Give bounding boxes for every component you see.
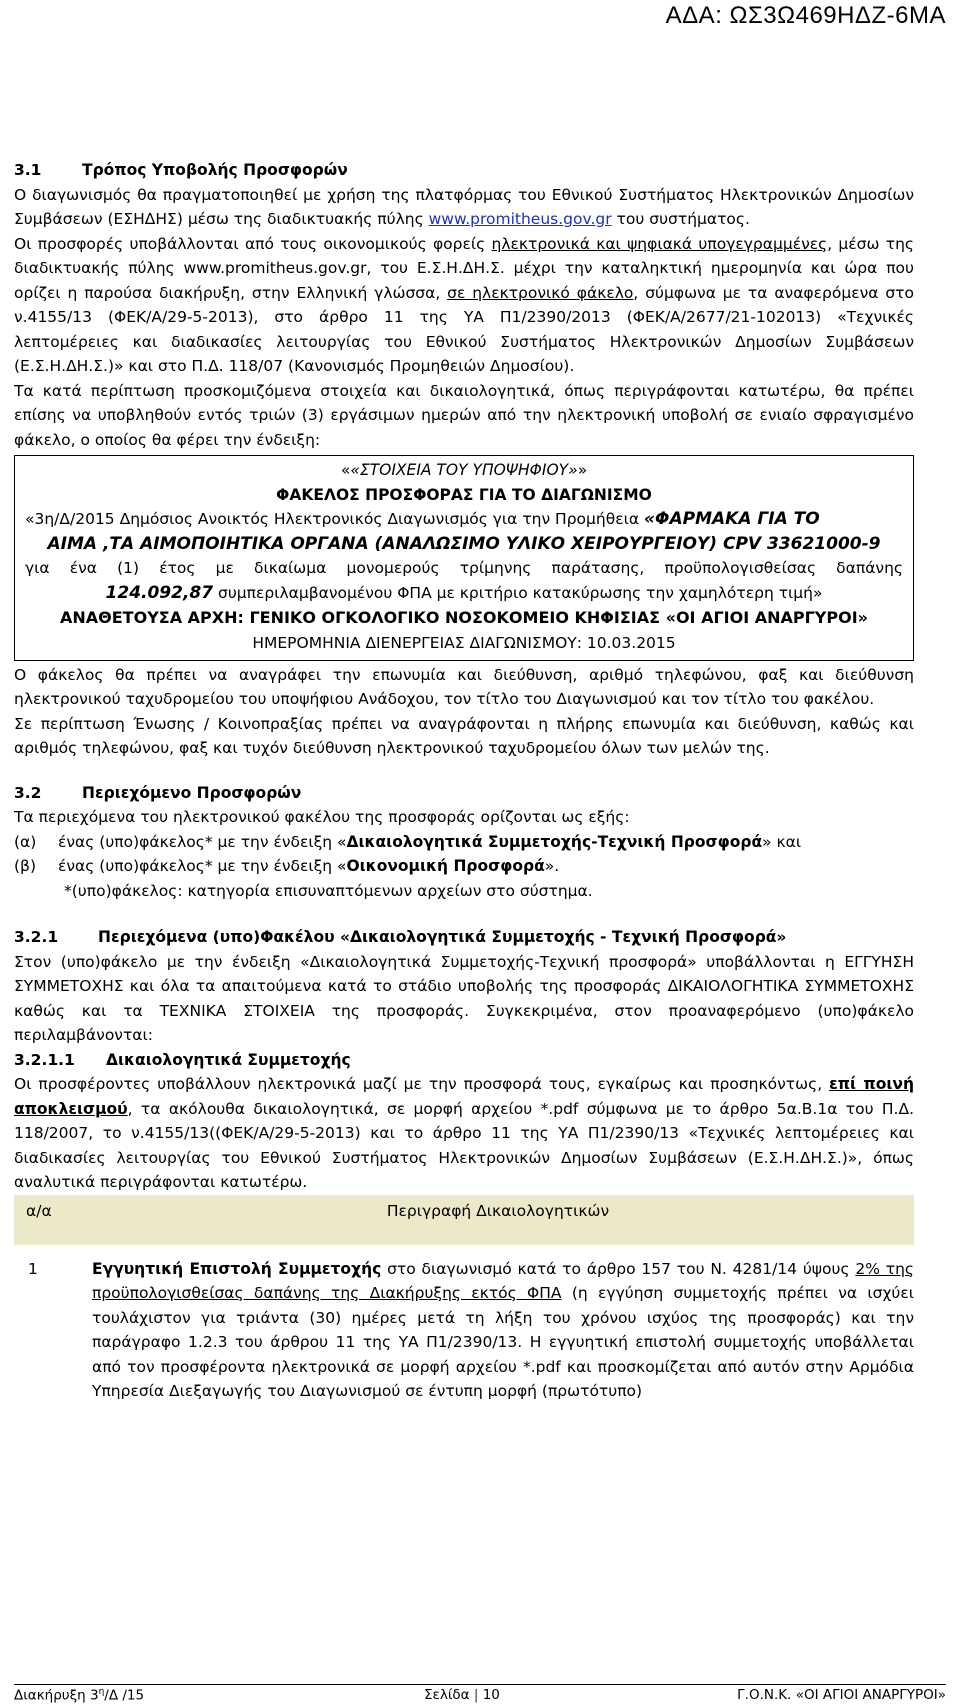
spacer xyxy=(14,903,914,925)
page-footer xyxy=(14,1684,946,1705)
contracting-authority: ΑΝΑΘΕΤΟΥΣΑ ΑΡΧΗ: ΓΕΝΙΚΟ ΟΓΚΟΛΟΓΙΚΟ ΝΟΣΟΚΟΜΕΙΟ ΚΗΦΙΣΙΑΣ «ΟΙ ΑΓΙΟΙ ΑΝΑΡΓΥΡΟΙ» xyxy=(59,608,869,627)
candidate-details: «ΣΤΟΙΧΕΙΑ ΤΟΥ ΥΠΟΨΗΦΙΟΥ» xyxy=(350,461,578,479)
section-number: 3.2.1 xyxy=(14,928,59,946)
text: του συστήματος. xyxy=(611,210,750,228)
paragraph: Τα κατά περίπτωση προσκομιζόμενα στοιχεία και δικαιολογητικά, όπως περιγράφονται κατωτέρω, θα πρέπει επίσης να υποβληθούν εντός τριών (3) εργάσιμων ημερών από την ηλεκτρονική υποβολή σε ενιαίο σφραγισμένο φάκελο, ο οποίος θα φέρει την ένδειξη: xyxy=(14,381,914,449)
column-header-description: Περιγραφή Δικαιολογητικών xyxy=(386,1201,610,1220)
spacer xyxy=(14,761,914,781)
section-title: Τρόπος Υποβολής Προσφορών xyxy=(82,161,348,179)
text: «3η/Δ/2015 Δημόσιος Ανοικτός Ηλεκτρονικός Διαγωνισμός για την Προμήθεια xyxy=(25,510,644,528)
budget-amount: 124.092,87 xyxy=(105,582,214,603)
box-title: ΦΑΚΕΛΟΣ ΠΡΟΣΦΟΡΑΣ ΓΙΑ ΤΟ ΔΙΑΓΩΝΙΣΜΟ xyxy=(276,485,652,504)
row-description: Εγγυητική Επιστολή Συμμετοχής στο διαγωνισμό κατά το άρθρο 157 του Ν. 4281/14 ύψους 2% της προϋπολογισθείσας δαπάνης της Διακήρυξης εκτός ΦΠΑ (η εγγύηση συμμετοχής πρέπει να ισχύει τουλάχιστον για τριάντα (30) ημέρες μετά τη λήξη του χρόνου ισχύος της προσφοράς) και την παράγραφο 1.2.3 του άρθρου 11 της ΥΑ Π1/2390/13. Η εγγυητική επιστολή συμμετοχής υποβάλλεται από τον προσφέροντα ηλεκτρονικά σε μορφή αρχείου *.pdf και προσκομίζεται από αυτόν στην Αρμόδια Υπηρεσία Διεξαγωγής του Διαγωνισμού σε έντυπη μορφή (πρωτότυπο) xyxy=(92,1259,915,1400)
tender-title-cont: ΑΙΜΑ ,ΤΑ ΑΙΜΟΠΟΙΗΤΙΚΑ ΟΡΓΑΝΑ (ΑΝΑΛΩΣΙΜΟ ΥΛΙΚΟ ΧΕΙΡΟΥΡΓΕΙΟΥ) CPV 33621000-9 xyxy=(47,533,881,554)
section-number: 3.1 xyxy=(14,161,42,179)
paragraph: Σε περίπτωση Ένωσης / Κοινοπραξίας πρέπει να αναγράφονται η πλήρης επωνυμία και διεύθυνση, καθώς και αριθμός τηλεφώνου, φαξ και τυχόν διεύθυνση ηλεκτρονικού ταχυδρομείου όλων των μελών της. xyxy=(14,714,914,757)
list-label: (α) xyxy=(14,832,37,851)
section-3-1-heading xyxy=(14,158,914,183)
paragraph xyxy=(14,183,914,232)
footer-org: Γ.Ο.Ν.Κ. «ΟΙ ΑΓΙΟΙ ΑΝΑΡΓΥΡΟΙ» xyxy=(737,1687,946,1703)
section-3-2-1-heading xyxy=(14,925,914,950)
table-header xyxy=(14,1195,914,1245)
tender-title: «ΦΑΡΜΑΚΑ ΓΙΑ ΤΟ xyxy=(643,509,820,529)
paragraph: Ο φάκελος θα πρέπει να αναγράφει την επωνυμία και διεύθυνση, αριθμό τηλεφώνου, φαξ και διεύθυνση ηλεκτρονικού ταχυδρομείου του υποψήφιου Ανάδοχου, τον τίτλο του Διαγωνισμού και τον τίτλο του φακέλου. xyxy=(14,665,914,708)
section-3-2-heading xyxy=(14,781,914,806)
underlined-text: ηλεκτρονικά και ψηφιακά υπογεγραμμένες xyxy=(491,234,828,253)
row-number: 1 xyxy=(28,1259,38,1278)
column-header-number: α/α xyxy=(26,1201,52,1220)
paragraph: Στον (υπο)φάκελο με την ένδειξη «Δικαιολογητικά Συμμετοχής-Τεχνική προσφορά» υποβάλλονται η ΕΓΓΥΗΣΗ ΣΥΜΜΕΤΟΧΗΣ και όλα τα απαιτούμενα κατά το στάδιο υποβολής της προσφοράς ΔΙΚΑΙΟΛΟΓΗΤΙΚΑ ΣΥΜΜΕΤΟΧΗΣ καθώς και τα ΤΕΧΝΙΚΑ ΣΤΟΙΧΕΙΑ της προσφοράς. Συγκεκριμένα, στον προαναφερόμενο (υπο)φάκελο περιλαμβάνονται: xyxy=(14,952,914,1044)
table-row xyxy=(14,1257,914,1404)
text: , μέσω της διαδικτυακής πύλης www.promitheus.gov.gr, του Ε.Σ.Η.ΔΗ.Σ. μέχρι την καταληκτική ημερομηνία και ώρα που ορίζει η παρούσα διακήρυξη, στην Ελληνική γλώσσα, xyxy=(14,234,915,302)
envelope-label-box xyxy=(14,455,914,661)
paragraph xyxy=(14,232,914,379)
section-number: 3.2.1.1 xyxy=(14,1050,75,1069)
text: , σύμφωνα με τα αναφερόμενα στο ν.4155/13 (ΦΕΚ/Α/29-5-2013), στο άρθρο 11 της ΥΑ Π1/2390/2013 (ΦΕΚ/Α/2677/21-102013) «Τεχνικές λεπτομέρειες και διαδικασίες λειτουργίας του Εθνικού Συστήματος Ηλεκτρονικών Δημοσίων Συμβάσεων (Ε.Σ.Η.ΔΗ.Σ.)» και στο Π.Δ. 118/07 (Κανονισμός Προμηθειών Δημοσίου). xyxy=(14,283,914,375)
footnote: *(υπο)φάκελος: κατηγορία επισυναπτόμενων αρχείων στο σύστημα. xyxy=(64,881,593,900)
tender-date: ΗΜΕΡΟΜΗΝΙΑ ΔΙΕΝΕΡΓΕΙΑΣ ΔΙΑΓΩΝΙΣΜΟΥ: 10.03.2015 xyxy=(252,634,676,652)
paragraph: Οι προσφέροντες υποβάλλουν ηλεκτρονικά μαζί με την προσφορά τους, εγκαίρως και προσηκόντως, επί ποινή αποκλεισμού, τα ακόλουθα δικαιολογητικά, σε μορφή αρχείου *.pdf σύμφωνα με το άρθρο 5α.Β.1α του Π.Δ. 118/2007, το ν.4155/13((ΦΕΚ/Α/29-5-2013) και το άρθρο 11 της ΥΑ Π1/2390/13 «Τεχνικές λεπτομέρειες και διαδικασίες λειτουργίας του Εθνικού Συστήματος Ηλεκτρονικών Δημοσίων Συμβάσεων (Ε.Σ.Η.ΔΗ.Σ.)», όπως αναλυτικά περιγράφονται κατωτέρω. xyxy=(14,1075,914,1191)
section-title: Περιεχόμενο Προσφορών xyxy=(82,783,302,802)
text: Ο διαγωνισμός θα πραγματοποιηθεί με χρήση της πλατφόρμας του Εθνικού Συστήματος Ηλεκτρονικών Δημοσίων Συμβάσεων (ΕΣΗΔΗΣ) μέσω της διαδικτυακής πύλης xyxy=(14,185,914,228)
box-line xyxy=(25,507,903,532)
text: συμπεριλαμβανομένου ΦΠΑ με κριτήριο κατακύρωσης την χαμηλότερη τιμή» xyxy=(213,583,823,602)
exclusion-warning: επί ποινή αποκλεισμού xyxy=(14,1075,914,1118)
box-line: για ένα (1) έτος με δικαίωμα μονομερούς τρίμηνης παράτασης, προϋπολογισθείσας δαπάνης xyxy=(25,559,903,577)
footer-doc-ref: Διακήρυξη $3^\eta/\Delta$ /15 xyxy=(14,1687,145,1704)
box-line xyxy=(25,581,903,606)
document-body xyxy=(14,158,914,1404)
ada-code: ΑΔΑ: ΩΣ3Ω469ΗΔΖ-6ΜΑ xyxy=(665,2,946,29)
page-number: 10 xyxy=(482,1687,500,1703)
text: Οι προσφορές υποβάλλονται από τους οικονομικούς φορείς xyxy=(14,234,492,253)
paragraph: Τα περιεχόμενα του ηλεκτρονικού φακέλου της προσφοράς ορίζονται ως εξής: xyxy=(14,808,630,826)
underlined-text: σε ηλεκτρονικό φάκελο xyxy=(447,283,634,302)
promitheus-link[interactable]: www.promitheus.gov.gr xyxy=(428,210,612,228)
list-item: (β) ένας (υπο)φάκελος* με την ένδειξη «Οικονομική Προσφορά». xyxy=(14,854,914,879)
section-number: 3.2 xyxy=(14,783,42,802)
footer-page: Σελίδα | 10 xyxy=(424,1687,500,1703)
list-label: (β) xyxy=(14,857,36,875)
section-title: Δικαιολογητικά Συμμετοχής xyxy=(106,1050,351,1069)
section-3-2-1-1-heading xyxy=(14,1048,914,1073)
box-line: ««ΣΤΟΙΧΕΙΑ ΤΟΥ ΥΠΟΨΗΦΙΟΥ»» xyxy=(340,461,588,479)
section-title: Περιεχόμενα (υπο)Φακέλου «Δικαιολογητικά Συμμετοχής - Τεχνική Προσφορά» xyxy=(98,928,787,946)
list-item: (α) ένας (υπο)φάκελος* με την ένδειξη «Δικαιολογητικά Συμμετοχής-Τεχνική Προσφορά» και xyxy=(14,830,914,855)
